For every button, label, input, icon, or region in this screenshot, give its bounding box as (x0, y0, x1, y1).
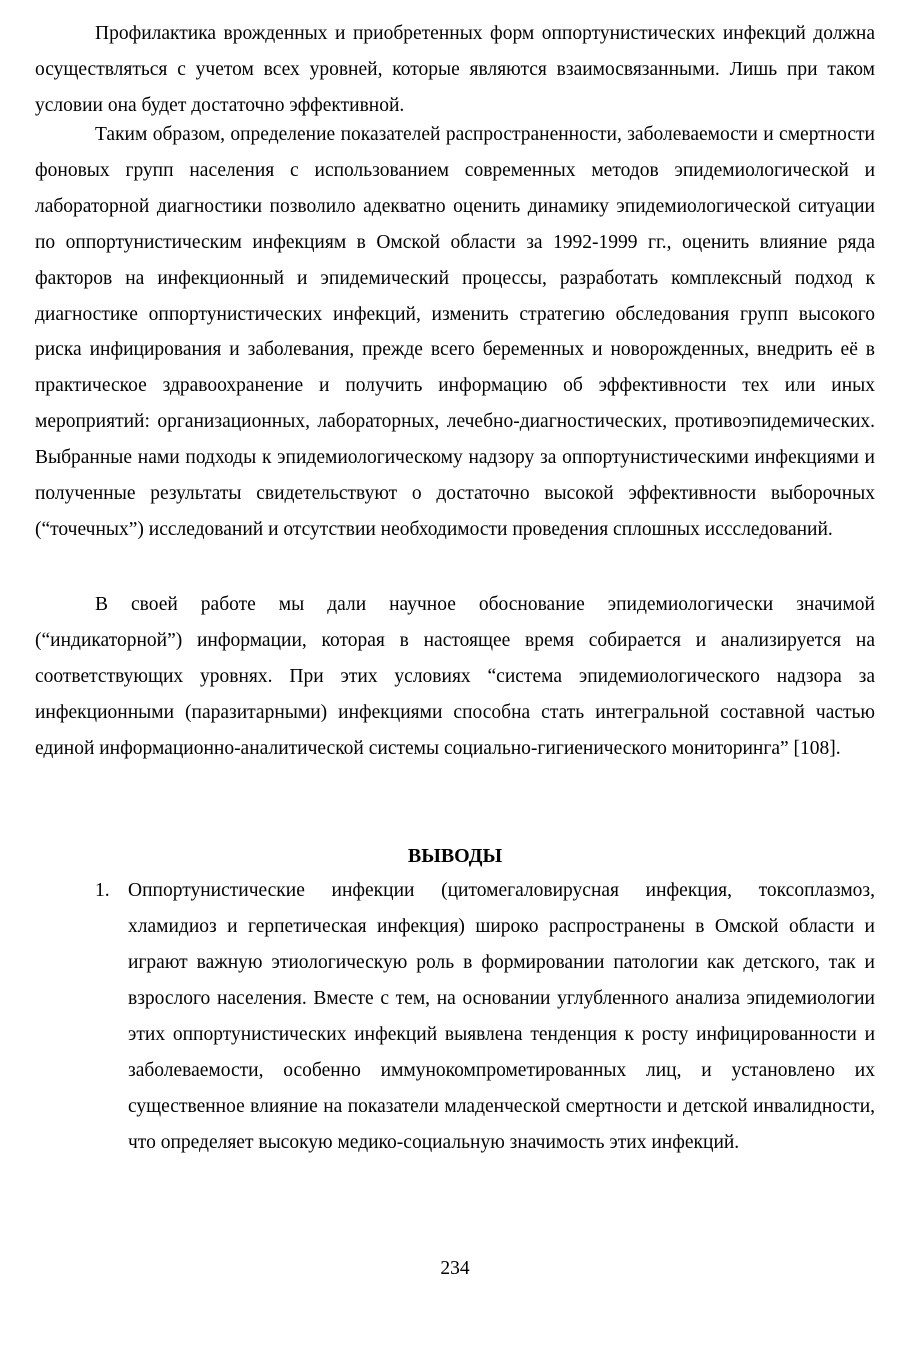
paragraph-justification: В своей работе мы дали научное обоснование эпидемиологически значимой (“индикаторной”) информации, которая в настоящее время собирается и анализируется на соответствующих уровнях. При этих условиях “система эпидемиологического надзора за инфекционными (паразитарными) инфекциями способна стать интегральной составной частью единой информационно-аналитической системы социально-гигиенического мониторинга” [108]. (35, 594, 875, 759)
paragraph-summary: Таким образом, определение показателей распространенности, заболеваемости и смертности фоновых групп населения с использованием современных методов эпидемиологической и лабораторной диагностики позволило адекватно оценить динамику эпидемиологической ситуации по оппортунистическим инфекциям в Омской области за 1992-1999 гг., оценить влияние ряда факторов на инфекционный и эпидемический процессы, разработать комплексный подход к диагностике оппортунистических инфекций, изменить стратегию обследования групп высокого риска инфицирования и заболевания, прежде всего беременных и новорожденных, внедрить её в практическое здравоохранение и получить информацию об эффективности тех или иных мероприятий: организационных, лабораторных, лечебно-диагностических, противоэпидемических. Выбранные нами подходы к эпидемиологическому надзору за оппортунистическими инфекциями и полученные результаты свидетельствуют о достаточно высокой эффективности выборочных (“точечных”) исследований и отсутствии необходимости проведения сплошных иссследований. (35, 124, 875, 540)
conclusion-item-text: Оппортунистические инфекции (цитомегаловирусная инфекция, токсоплазмоз, хламидиоз и герпетическая инфекция) широко распространены в Омской области и играют важную этиологическую роль в формировании патологии как детского, так и взрослого населения. Вместе с тем, на основании углубленного анализа эпидемиологии этих оппортунистических инфекций выявлена тенденция к росту инфицированности и заболеваемости, особенно иммунокомпрометированных лиц, и установлено их существенное влияние на показатели младенческой смертности и детской инвалидности, что определяет высокую медико-социальную значимость этих инфекций. (128, 880, 875, 1153)
conclusion-item-number: 1. (95, 880, 110, 901)
conclusions-heading: ВЫВОДЫ (407, 845, 503, 867)
paragraph-prevention: Профилактика врожденных и приобретенных форм оппортунистических инфекций должна осуществляться с учетом всех уровней, которые являются взаимосвязанными. Лишь при таком условии она будет достаточно эффективной. (35, 23, 875, 116)
page-number: 234 (440, 1258, 470, 1279)
